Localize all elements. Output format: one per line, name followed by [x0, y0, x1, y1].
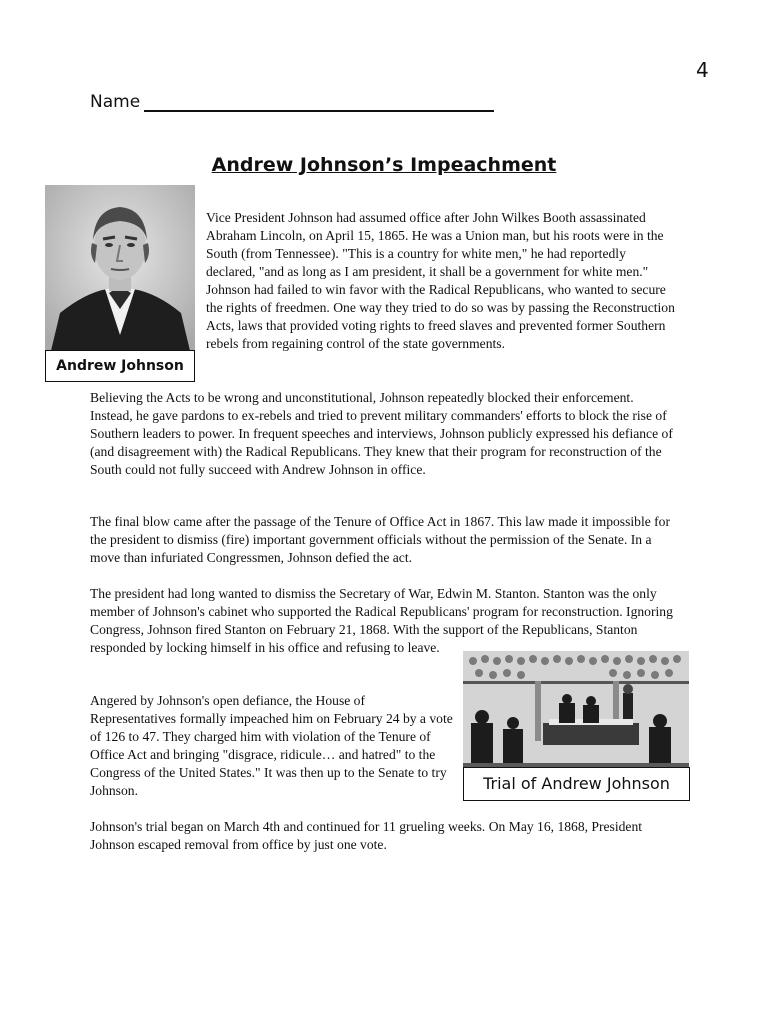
paragraph-6: Johnson's trial began on March 4th and continued for 11 grueling weeks. On May 16, 1868, President Johnson escaped removal from office by just one vote. — [90, 819, 643, 852]
page-title: Andrew Johnson’s Impeachment — [211, 154, 557, 176]
trial-caption: Trial of Andrew Johnson — [463, 767, 690, 801]
paragraph-4: The president had long wanted to dismiss the Secretary of War, Edwin M. Stanton. Stanton was the only member of Johnson's cabinet who supported the Radical Republicans' program for reconstruction. Ignoring Congress, Johnson fired Stanton on February 21, 1868. With the support of the Republicans, Stanton responded by locking himself in his office and refusing to leave. — [90, 586, 673, 655]
andrew-johnson-portrait — [45, 185, 195, 355]
trial-illustration — [463, 651, 689, 771]
page-number: 4 — [696, 58, 709, 82]
paragraph-5: Angered by Johnson's open defiance, the House of Representatives formally impeached him on February 24 by a vote of 126 to 47. They charged him with violation of the Tenure of Office Act and bringing "disgrace, ridicule… and hatred" to the Congress of the United States." It was then up to the Senate to try Johnson. — [90, 693, 453, 798]
name-blank-line[interactable] — [144, 94, 494, 112]
paragraph-3: The final blow came after the passage of the Tenure of Office Act in 1867. This law made it impossible for the president to dismiss (fire) important government officials without the permission of the Senate. In a move than infuriated Congressmen, Johnson defied the act. — [90, 514, 671, 565]
portrait-caption: Andrew Johnson — [45, 350, 195, 382]
paragraph-1: Vice President Johnson had assumed office after John Wilkes Booth assassinated Abraham Lincoln, on April 15, 1865. He was a Union man, but his roots were in the South (from Tennessee). "This is a country for white men," he had reportedly declared, "and as long as I am president, it shall be a government for white men." Johnson had failed to win favor with the Radical Republicans, who wanted to secure the rights of freedmen. One way they tried to do so was by passing the Reconstruction Acts, laws that provided voting rights to freed slaves and prevented former Southern rebels from regaining control of the state governments. — [206, 210, 675, 351]
paragraph-2: Believing the Acts to be wrong and unconstitutional, Johnson repeatedly blocked their enforcement. Instead, he gave pardons to ex-rebels and tried to prevent military commanders' efforts to block the rise of Southern leaders to power. In frequent speeches and interviews, Johnson publicly expressed his defiance of (and disagreement with) the Radical Republicans. They knew that their program for reconstruction of the South could not fully succeed with Andrew Johnson in office. — [90, 390, 673, 477]
name-field — [90, 92, 494, 112]
name-label: Name — [90, 92, 141, 112]
